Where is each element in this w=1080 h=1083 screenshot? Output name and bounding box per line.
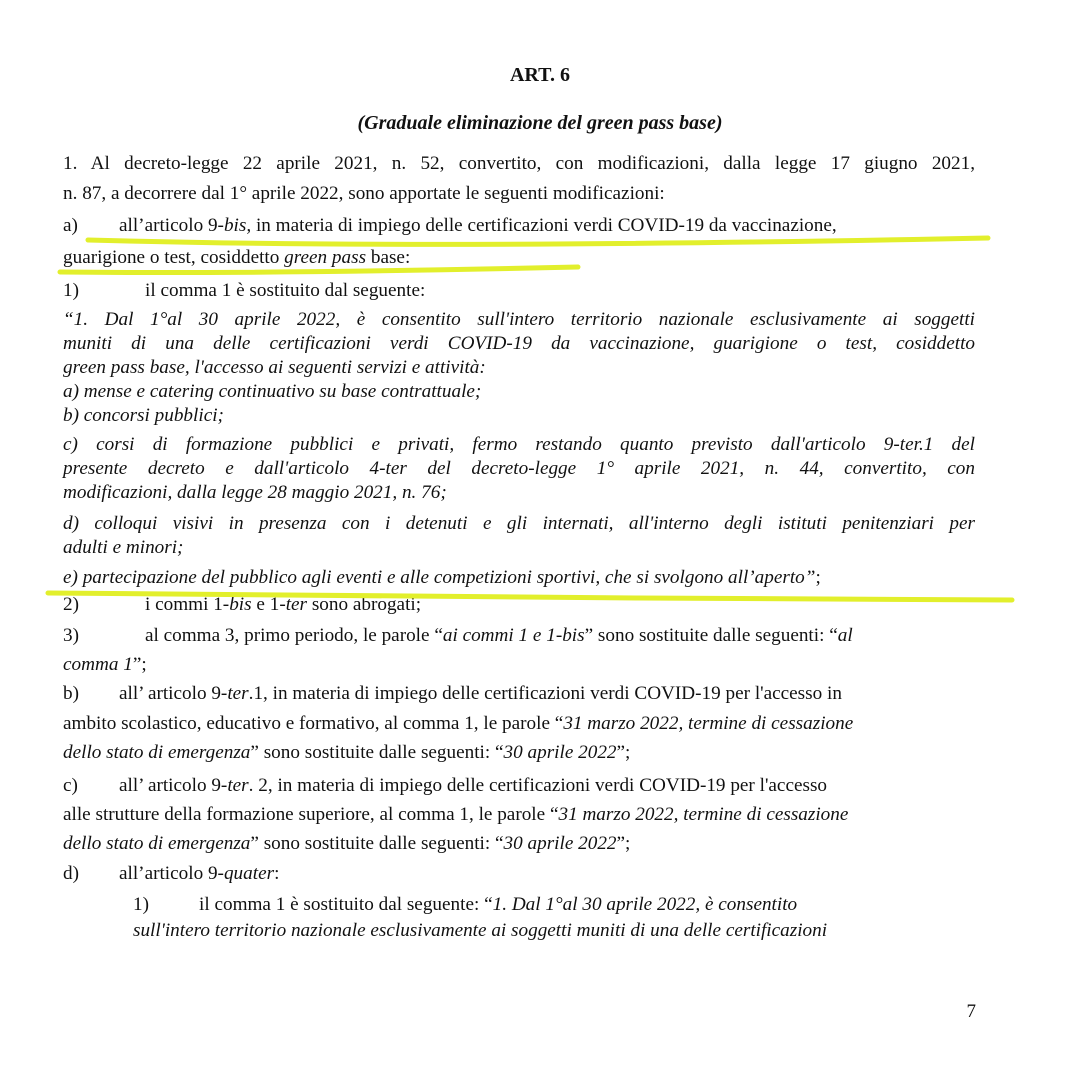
article-title: ART. 6 xyxy=(509,64,571,86)
text-run: modificazioni, dalla legge 28 maggio 2021, n. 76; xyxy=(63,482,447,503)
text-line xyxy=(63,741,975,765)
text-run: muniti di una delle certificazioni verdi COVID-19 da vaccinazione, guarigione o test, cosiddetto xyxy=(63,333,975,354)
list-marker: b) xyxy=(63,683,79,704)
text-run: quater xyxy=(223,863,275,884)
text-run: .1, in materia di impiego delle certificazioni verdi COVID-19 per l'accesso in xyxy=(248,683,842,704)
text-run: ” sono sostituite dalle seguenti: “ xyxy=(584,625,838,646)
text-run: “1. Dal 1°al 30 aprile 2022, è consentito sull'intero territorio nazionale esclusivamente ai soggetti xyxy=(63,309,975,330)
text-run: ter xyxy=(227,775,249,796)
text-run: ter xyxy=(227,683,249,704)
text-line xyxy=(63,182,975,206)
text-run: base: xyxy=(366,247,411,268)
text-run: d) colloqui visivi in presenza con i detenuti e gli internati, all'interno degli istituti penitenziari per xyxy=(63,513,975,534)
text-run: ter xyxy=(285,594,308,615)
text-line xyxy=(63,279,975,303)
text-run: sull'intero territorio nazionale esclusivamente ai soggetti muniti di una delle certificazioni xyxy=(133,920,828,941)
text-run: a) mense e catering continuativo su base contrattuale; xyxy=(63,381,482,402)
text-line xyxy=(63,536,975,560)
text-run: ” sono sostituite dalle seguenti: “ xyxy=(250,742,504,763)
text-line xyxy=(63,457,975,481)
list-marker: 1) xyxy=(133,894,149,915)
text-run: : xyxy=(274,863,280,884)
text-run: il comma 1 è sostituito dal seguente: “ xyxy=(199,894,493,915)
text-run: 31 marzo 2022, termine di cessazione xyxy=(558,804,849,825)
text-run: adulti e minori; xyxy=(63,537,184,558)
text-line xyxy=(63,712,975,736)
text-line xyxy=(63,653,975,677)
highlight-stroke xyxy=(88,238,988,244)
text-line xyxy=(63,862,975,886)
text-line xyxy=(63,682,975,706)
text-run: 30 aprile 2022 xyxy=(503,742,617,763)
list-marker: d) xyxy=(63,863,79,884)
text-run: n. 87, a decorrere dal 1° aprile 2022, sono apportate le seguenti modificazioni: xyxy=(63,183,665,204)
text-run: comma 1 xyxy=(63,654,133,675)
text-run: all’articolo 9- xyxy=(119,215,224,236)
text-run: c) corsi di formazione pubblici e privati, fermo restando quanto previsto dall'articolo 9-ter.1 del xyxy=(63,434,975,455)
text-line xyxy=(63,433,975,457)
text-run: ”; xyxy=(616,833,631,854)
text-run: in materia di impiego delle certificazioni verdi COVID-19 da vaccinazione, xyxy=(251,215,837,236)
text-line xyxy=(63,566,975,590)
text-run: bis, xyxy=(223,215,252,236)
list-marker: 2) xyxy=(63,594,79,615)
text-line xyxy=(63,214,975,238)
text-run: al xyxy=(837,625,853,646)
article-subtitle: (Graduale eliminazione del green pass base) xyxy=(357,112,723,134)
text-run: all’articolo 9- xyxy=(119,863,224,884)
list-marker: 3) xyxy=(63,625,79,646)
list-marker: 1) xyxy=(63,280,79,301)
text-run: ” sono sostituite dalle seguenti: “ xyxy=(250,833,504,854)
text-run: e 1- xyxy=(251,594,286,615)
text-line xyxy=(63,404,975,428)
text-line xyxy=(63,832,975,856)
text-line xyxy=(133,919,975,943)
text-line xyxy=(63,624,975,648)
text-run: e) partecipazione del pubblico agli eventi e alle competizioni sportivi, che si svolgono all’aperto” xyxy=(63,567,816,588)
text-line xyxy=(63,593,975,617)
text-run: 30 aprile 2022 xyxy=(503,833,617,854)
text-run: green pass base, l'accesso ai seguenti servizi e attività: xyxy=(63,357,486,378)
text-line xyxy=(63,774,975,798)
text-run: green pass xyxy=(284,247,367,268)
text-run: ”; xyxy=(616,742,631,763)
text-line xyxy=(63,308,975,332)
text-run: 1. Dal 1°al 30 aprile 2022, è consentito xyxy=(492,894,798,915)
text-run: bis xyxy=(229,594,252,615)
page-number: 7 xyxy=(966,1001,976,1022)
text-run: sono abrogati; xyxy=(307,594,422,615)
text-run: 1. Al decreto-legge 22 aprile 2021, n. 52, convertito, con modificazioni, dalla legge 17 giugno 2021, xyxy=(63,153,975,174)
list-marker: a) xyxy=(63,215,78,236)
text-run: ambito scolastico, educativo e formativo, al comma 1, le parole “ xyxy=(63,713,564,734)
text-run: 31 marzo 2022, termine di cessazione xyxy=(563,713,854,734)
text-run: dello stato di emergenza xyxy=(63,833,251,854)
text-run: ”; xyxy=(132,654,147,675)
text-line xyxy=(63,246,975,270)
text-run: . 2, in materia di impiego delle certificazioni verdi COVID-19 per l'accesso xyxy=(248,775,827,796)
text-run: all’ articolo 9- xyxy=(119,683,228,704)
text-run: all’ articolo 9- xyxy=(119,775,228,796)
text-run: ; xyxy=(815,567,821,588)
text-run: presente decreto e dall'articolo 4-ter del decreto-legge 1° aprile 2021, n. 44, convertito, con xyxy=(63,458,975,479)
text-line xyxy=(63,356,975,380)
text-line xyxy=(63,803,975,827)
text-line xyxy=(63,152,975,176)
text-run: al comma 3, primo periodo, le parole “ xyxy=(145,625,443,646)
text-line xyxy=(63,481,975,505)
text-line xyxy=(63,332,975,356)
text-line xyxy=(133,893,975,917)
text-run: il comma 1 è sostituito dal seguente: xyxy=(145,280,426,301)
text-line xyxy=(63,380,975,404)
text-run: i commi 1- xyxy=(145,594,230,615)
text-line xyxy=(63,512,975,536)
list-marker: c) xyxy=(63,775,78,796)
text-run: alle strutture della formazione superiore, al comma 1, le parole “ xyxy=(63,804,559,825)
text-run: b) concorsi pubblici; xyxy=(63,405,224,426)
text-run: ai commi 1 e 1-bis xyxy=(442,625,585,646)
text-run: guarigione o test, cosiddetto xyxy=(63,247,285,268)
text-run: dello stato di emergenza xyxy=(63,742,251,763)
